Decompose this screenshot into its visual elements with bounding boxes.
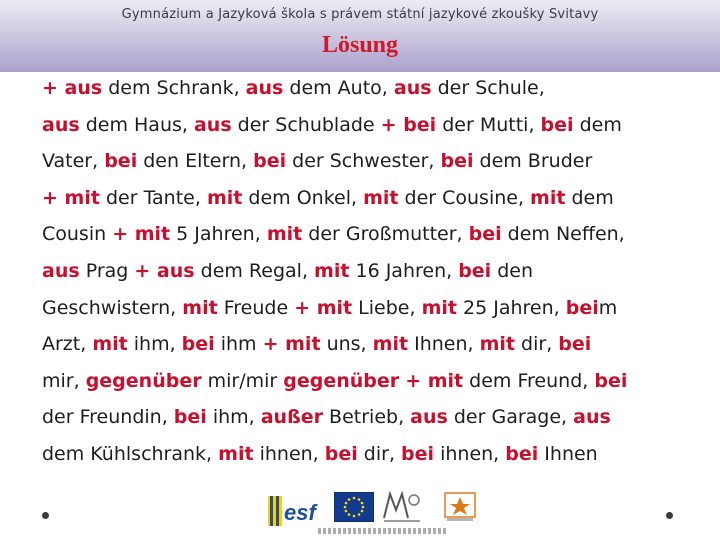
logo-caption-strip [318,528,448,534]
text-line [42,290,702,327]
text-segment: mir, [42,369,86,392]
esf-logo-icon [268,496,328,526]
text-segment: ihnen, [253,442,325,465]
text-segment: Liebe, [352,296,422,319]
text-segment: der Cousine, [398,186,531,209]
preposition-keyword: aus [410,406,448,429]
text-segment: ihnen, [434,442,506,465]
text-segment: dir, [357,442,402,465]
preposition-keyword: bei [324,442,358,465]
text-segment: der Mutti, [436,113,541,136]
preposition-keyword: + mit [405,369,464,392]
preposition-keyword: bei [253,150,287,173]
preposition-keyword: + aus [42,77,103,99]
text-segment: Vater, [42,150,105,173]
preposition-keyword: bei [173,406,207,429]
logo-bar [268,490,478,538]
text-segment: m [598,296,618,319]
text-segment: der Freundin, [42,406,174,429]
preposition-keyword: mit [372,333,409,356]
preposition-keyword: mit [266,223,303,246]
header-band [0,0,720,72]
text-segment: der Garage, [447,406,574,429]
text-segment: Geschwistern, [42,296,183,319]
text-segment: dem Bruder [473,150,593,173]
text-segment: der Schwester, [286,150,441,173]
text-segment: der Schule, [431,77,545,99]
text-segment: dem Schrank, [102,77,246,99]
esf-text: esf [284,500,316,525]
preposition-keyword: aus [193,113,232,136]
text-segment: der Schublade [231,113,381,136]
preposition-keyword: + mit [112,223,171,246]
text-segment: Ihnen, [408,333,480,356]
text-segment: uns, [320,333,373,356]
text-segment: dem Haus, [79,113,194,136]
msmt-logo-icon [380,490,424,524]
preposition-keyword: bei [594,369,628,392]
preposition-keyword: gegenüber [85,369,202,392]
text-segment: dem Neffen, [501,223,625,246]
oppk-logo-icon [444,492,476,522]
text-segment: dem Kühlschrank, [42,442,219,465]
preposition-keyword: + aus [134,259,195,282]
text-segment: dem [573,113,622,136]
text-segment: dem [565,186,614,209]
preposition-keyword: + mit [262,333,321,356]
slide-title: Lösung [321,32,399,58]
text-line [42,216,702,253]
left-slide-dot [42,512,49,519]
preposition-keyword: + bei [380,113,437,136]
text-segment: Prag [79,259,135,282]
preposition-keyword: mit [421,296,457,319]
preposition-keyword: aus [393,77,432,99]
preposition-keyword: aus [245,77,284,99]
preposition-keyword: gegenüber [283,369,400,392]
preposition-keyword: mit [182,296,218,319]
preposition-keyword: bei [565,296,599,319]
eu-flag-icon [334,492,374,522]
school-name: Gymnázium a Jazyková škola s právem státní jazykové zkoušky Svitavy [121,7,599,22]
preposition-keyword: bei [440,150,474,173]
text-segment: Betrieb, [323,406,411,429]
text-segment: dem Freund, [463,369,595,392]
preposition-keyword: bei [540,113,574,136]
text-segment: Ihnen [538,442,598,465]
text-line [42,363,702,400]
text-segment: 16 Jahren, [349,259,459,282]
text-segment: mir/mir [201,369,284,392]
preposition-keyword: bei [401,442,435,465]
preposition-keyword: bei [505,442,539,465]
text-line [42,143,702,180]
text-segment: Freude [217,296,295,319]
preposition-keyword: + mit [294,296,353,319]
text-segment: 25 Jahren, [456,296,566,319]
preposition-keyword: bei [181,333,215,356]
preposition-keyword: aus [42,113,80,136]
text-segment: ihm, [206,406,261,429]
text-line [42,399,702,436]
text-segment: dem Onkel, [242,186,364,209]
text-segment: 5 Jahren, [170,223,267,246]
preposition-keyword: mit [92,333,128,356]
preposition-keyword: aus [42,259,80,282]
solution-text [42,70,702,473]
preposition-keyword: bei [104,150,138,173]
preposition-keyword: aus [573,406,611,429]
preposition-keyword: mit [530,186,566,209]
text-segment: den Eltern, [137,150,254,173]
preposition-keyword: + mit [42,186,100,209]
text-segment: ihm [214,333,263,356]
text-segment: dem Auto, [283,77,394,99]
text-line [42,180,702,217]
preposition-keyword: bei [458,259,492,282]
preposition-keyword: bei [558,333,592,356]
text-line [42,70,702,107]
preposition-keyword: außer [260,406,324,429]
text-line [42,253,702,290]
preposition-keyword: mit [206,186,243,209]
text-segment: dem Regal, [194,259,315,282]
preposition-keyword: mit [479,333,515,356]
preposition-keyword: mit [218,442,254,465]
text-segment: ihm, [127,333,182,356]
text-line [42,436,702,473]
preposition-keyword: bei [468,223,502,246]
text-segment: den [491,259,534,282]
text-segment: Arzt, [42,333,93,356]
text-line [42,326,702,363]
preposition-keyword: mit [314,259,350,282]
preposition-keyword: mit [363,186,399,209]
text-segment: dir, [515,333,559,356]
text-segment: Cousin [42,223,113,246]
text-line [42,107,702,144]
text-segment: der Großmutter, [302,223,469,246]
text-segment: der Tante, [99,186,207,209]
right-slide-dot [666,512,673,519]
